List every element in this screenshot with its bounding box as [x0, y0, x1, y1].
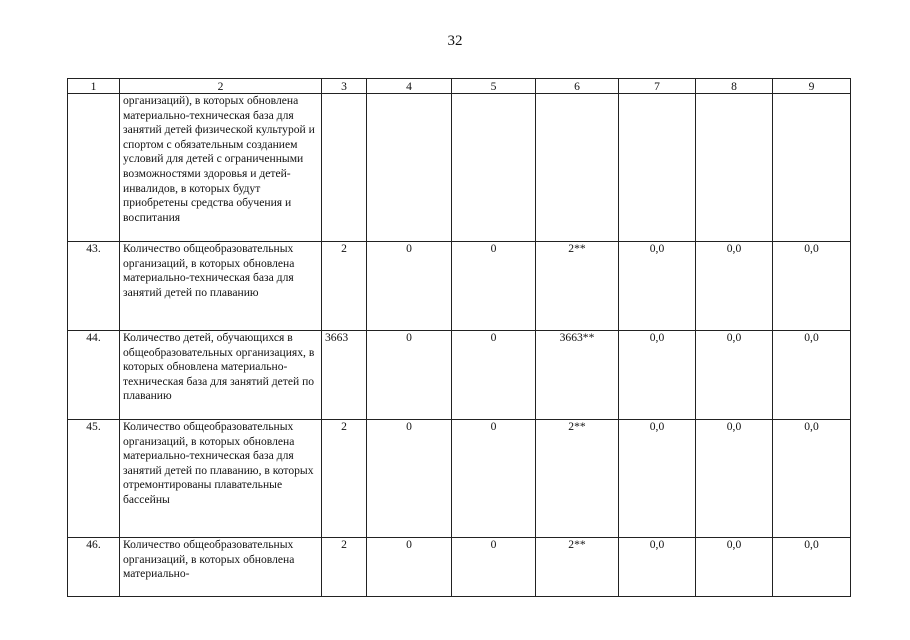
- header-cell-4: 4: [367, 79, 452, 94]
- cell-col-9: [773, 94, 851, 242]
- cell-col-8: 0,0: [696, 331, 773, 420]
- data-table: [67, 78, 851, 597]
- cell-col-3: 2: [322, 242, 367, 331]
- cell-col-4: 0: [367, 242, 452, 331]
- cell-col-6: [536, 94, 619, 242]
- header-cell-7: 7: [619, 79, 696, 94]
- cell-col-5: [452, 94, 536, 242]
- cell-col-3: 3663: [322, 331, 367, 420]
- header-cell-3: 3: [322, 79, 367, 94]
- cell-col-8: 0,0: [696, 420, 773, 538]
- cell-col-8: 0,0: [696, 538, 773, 597]
- row-number: 45.: [68, 420, 120, 538]
- cell-col-4: 0: [367, 538, 452, 597]
- cell-col-8: 0,0: [696, 242, 773, 331]
- row-description: Количество общеобразовательных организаций, в которых обновлена материально-техническая база для занятий детей по плаванию: [120, 242, 322, 331]
- row-number: 46.: [68, 538, 120, 597]
- cell-col-7: [619, 94, 696, 242]
- cell-col-9: 0,0: [773, 420, 851, 538]
- cell-col-7: 0,0: [619, 420, 696, 538]
- header-cell-1: 1: [68, 79, 120, 94]
- page-number: 32: [447, 33, 463, 49]
- cell-col-8: [696, 94, 773, 242]
- cell-col-6: 2**: [536, 538, 619, 597]
- cell-col-9: 0,0: [773, 242, 851, 331]
- table-row: [68, 94, 851, 242]
- table-row: [68, 420, 851, 538]
- header-row: [68, 79, 851, 94]
- header-cell-9: 9: [773, 79, 851, 94]
- cell-col-6: 2**: [536, 420, 619, 538]
- header-cell-8: 8: [696, 79, 773, 94]
- header-cell-6: 6: [536, 79, 619, 94]
- cell-col-5: 0: [452, 242, 536, 331]
- cell-col-7: 0,0: [619, 538, 696, 597]
- row-number: [68, 94, 120, 242]
- cell-col-6: 3663**: [536, 331, 619, 420]
- cell-col-9: 0,0: [773, 331, 851, 420]
- row-description: Количество детей, обучающихся в общеобразовательных организациях, в которых обновлена материально-техническая база для занятий детей по плаванию: [120, 331, 322, 420]
- cell-col-4: 0: [367, 331, 452, 420]
- cell-col-9: 0,0: [773, 538, 851, 597]
- header-cell-5: 5: [452, 79, 536, 94]
- cell-col-3: 2: [322, 538, 367, 597]
- table-row: [68, 331, 851, 420]
- cell-col-4: [367, 94, 452, 242]
- cell-col-5: 0: [452, 538, 536, 597]
- cell-col-5: 0: [452, 420, 536, 538]
- cell-col-7: 0,0: [619, 331, 696, 420]
- cell-col-7: 0,0: [619, 242, 696, 331]
- row-description: Количество общеобразовательных организаций, в которых обновлена материально-техническая база для занятий детей по плаванию, в которых отремонтированы плавательные бассейны: [120, 420, 322, 538]
- row-number: 43.: [68, 242, 120, 331]
- cell-col-6: 2**: [536, 242, 619, 331]
- header-cell-2: 2: [120, 79, 322, 94]
- row-number: 44.: [68, 331, 120, 420]
- cell-col-3: [322, 94, 367, 242]
- cell-col-5: 0: [452, 331, 536, 420]
- row-description: организаций), в которых обновлена материально-техническая база для занятий детей физической культурой и спортом с обязательным созданием условий для детей с ограниченными возможностями здоровья и детей-инвалидов, в которых будут приобретены средства обучения и воспитания: [120, 94, 322, 242]
- row-description: Количество общеобразовательных организаций, в которых обновлена материально-: [120, 538, 322, 597]
- cell-col-3: 2: [322, 420, 367, 538]
- table-row: [68, 538, 851, 597]
- table-row: [68, 242, 851, 331]
- cell-col-4: 0: [367, 420, 452, 538]
